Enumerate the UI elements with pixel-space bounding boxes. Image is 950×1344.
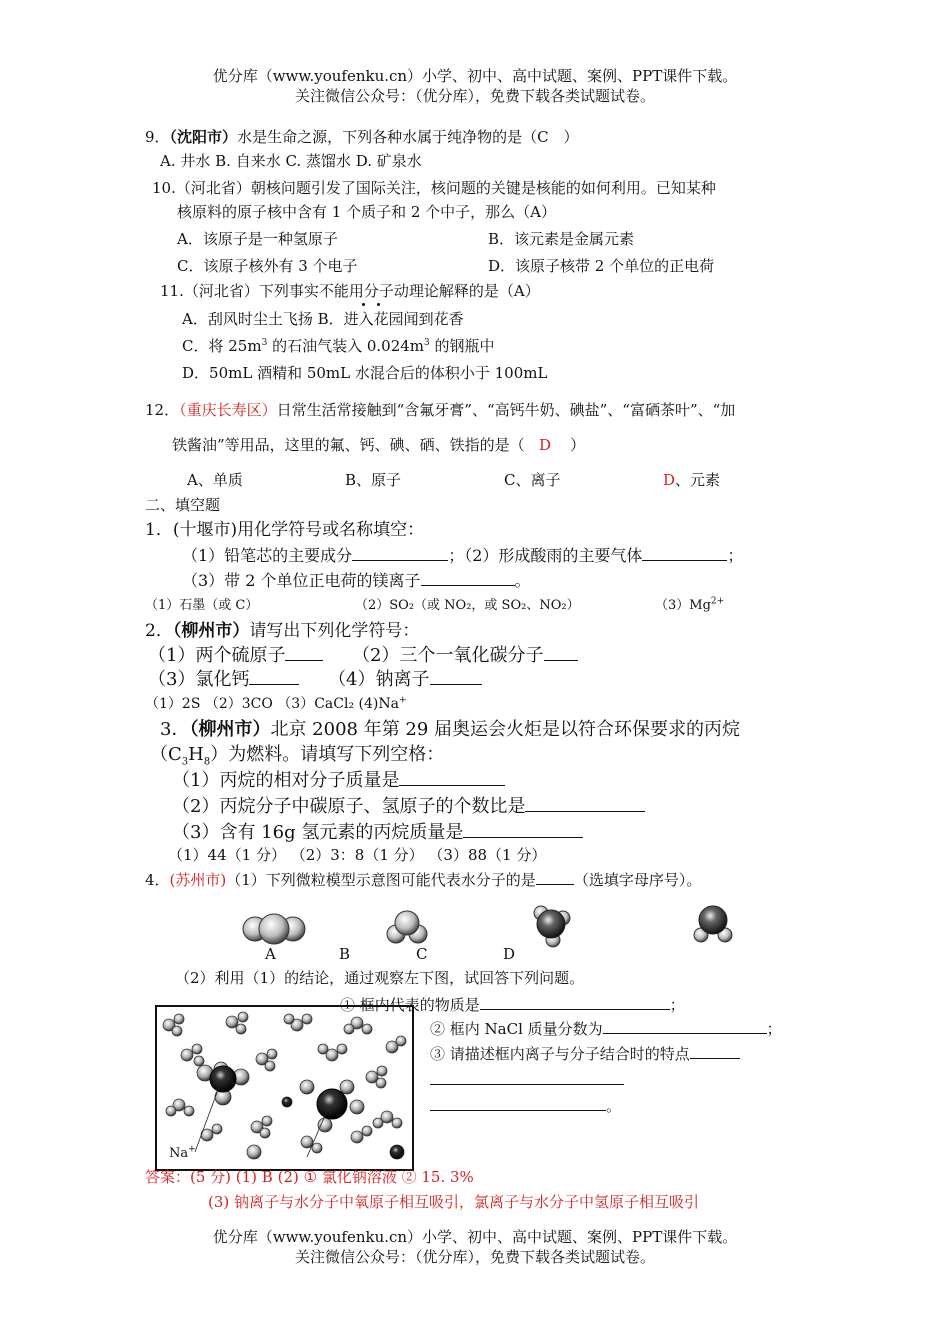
emphasis-dot [362, 303, 365, 306]
q12-option-c: C、离子 [504, 471, 561, 489]
q10-option-b: B．该元素是金属元素 [488, 230, 635, 248]
q12-stem-2: 铁酱油”等用品，这里的氟、钙、碘、硒、铁指的是（ D ） [172, 436, 586, 454]
q9-options: A. 井水 B. 自来水 C. 蒸馏水 D. 矿泉水 [160, 152, 422, 170]
q12-option-d: D、元素 [663, 471, 721, 489]
q12-option-b: B、原子 [345, 471, 402, 489]
f4-stem: 4．(苏州市)（1）下列微粒模型示意图可能代表水分子的是 （选填字母序号）。 [145, 871, 702, 889]
header-line-2: 关注微信公众号：（优分库），免费下载各类试题试卷。 [294, 87, 655, 105]
f4-sub-3: ③ 请描述框内离子与分子结合时的特点 [430, 1044, 740, 1064]
f1-line-2: （3）带 2 个单位正电荷的镁离子 。 [182, 571, 531, 590]
f4-answer-1: 答案：(5 分) (1) B (2) ① 氯化钠溶液 ② 15. 3% [145, 1168, 474, 1186]
f3-answer: （1）44（1 分） （2）3：8（1 分） （3）88（1 分） [168, 846, 547, 864]
q10-stem-2: 核原料的原子核中含有 1 个质子和 2 个中子，那么（A） [177, 203, 556, 221]
q12-answer: D [538, 436, 552, 454]
f2-title: 2．（柳州市）请写出下列化学符号： [145, 621, 420, 641]
model-label-a: A [265, 945, 276, 963]
q9-stem: 9．（沈阳市）水是生命之源，下列各种水属于纯净物的是（C ） [145, 128, 579, 146]
q10-option-d: D．该原子核带 2 个单位的正电荷 [488, 257, 715, 275]
model-label-c: C [416, 945, 428, 963]
model-label-d: D [503, 945, 516, 963]
molecule-models [235, 900, 755, 950]
sodium-ion-cluster [197, 1062, 249, 1105]
f4-sub-3-blank-1 [430, 1070, 624, 1090]
section-title: 二、填空题 [145, 496, 221, 514]
model-c [534, 906, 570, 947]
f3-stem-1: 3．（柳州市）北京 2008 年第 29 届奥运会火炬是以符合环保要求的丙烷 [160, 719, 741, 740]
q10-stem-1: 10.（河北省）朝核问题引发了国际关注，核问题的关键是核能的如何利用。已知某种 [152, 179, 716, 197]
f3-stem-2: $(C_3H_8)$为燃料。请填写下列空格： [150, 744, 445, 768]
q12-stem-1: 12．（重庆长寿区）日常生活常接触到“含氟牙膏”、“高钙牛奶、碘盐”、“富硒茶叶”、“加 [145, 401, 736, 419]
f4-sub-2: ② 框内 NaCl 质量分数为 ； [430, 1020, 782, 1038]
model-label-b: B [339, 945, 351, 963]
q10-option-a: A．该原子是一种氢原子 [177, 230, 338, 248]
f4-answer-2: (3) 钠离子与水分子中氧原子相互吸引，氯离子与水分子中氢原子相互吸引 [208, 1193, 700, 1211]
model-d [694, 906, 732, 942]
sodium-label: Na+ [169, 1144, 196, 1161]
model-b [387, 911, 427, 943]
f3-q2: （2）丙烷分子中碳原子、氢原子的个数比是 [172, 795, 645, 819]
q11-stem: 11.（河北省）下列事实不能用分子动理论解释的是（A） [160, 282, 540, 300]
model-a [243, 914, 305, 944]
q12-option-a: A、单质 [187, 471, 243, 489]
f3-q1: （1）丙烷的相对分子质量是 [172, 769, 505, 793]
footer-line-2: 关注微信公众号：（优分库），免费下载各类试题试卷。 [294, 1248, 655, 1266]
q11-option-c: C．将 $25m^3$ 的石油气装入 $0.024m^3$ 的钢瓶中 [182, 337, 495, 355]
emphasis-dot [377, 303, 380, 306]
f1-answer-1: （1）石墨（或 C） [145, 598, 259, 613]
f2-line-2: （3）氯化钙 （4）钠离子 [148, 668, 482, 692]
f4-q2: （2）利用（1）的结论，通过观察左下图，试回答下列问题。 [175, 969, 585, 987]
f1-answer-3: $(3)Mg^{2+}$ [655, 596, 725, 613]
f1-answer-2: （2）SO₂（或 NO₂，或 SO₂、NO₂） [355, 598, 580, 613]
q10-option-c: C．该原子核外有 3 个电子 [177, 257, 358, 275]
q11-option-d: D．50mL 酒精和 50mL 水混合后的体积小于 100mL [182, 364, 548, 382]
f1-line-1: （1）铅笔芯的主要成分 ；（2）形成酸雨的主要气体 ； [182, 546, 744, 565]
solution-figure [155, 1005, 414, 1171]
f4-sub-3-blank-2: 。 [430, 1096, 621, 1116]
footer-line-1: 优分库（www.youfenku.cn）小学、初中、高中试题、案例、PPT课件下载。 [212, 1228, 738, 1246]
header-line-1: 优分库（www.youfenku.cn）小学、初中、高中试题、案例、PPT课件下载。 [212, 67, 738, 85]
f2-answer: （1）2S （2）3CO （3）CaCl₂ (4)Na+ [145, 695, 407, 712]
chloride-ion-cluster [300, 1080, 364, 1132]
f2-line-1: （1）两个硫原子 （2）三个一氧化碳分子 [148, 644, 578, 668]
f4-sub-1: ① 框内代表的物质是 ； [340, 996, 685, 1014]
f3-q3: （3）含有 16g 氢元素的丙烷质量是 [172, 821, 583, 845]
q11-option-a: A．刮风时尘土飞扬 B．进入花园闻到花香 [182, 310, 464, 328]
f1-title: 1．(十堰市)用化学符号或名称填空： [145, 520, 425, 540]
